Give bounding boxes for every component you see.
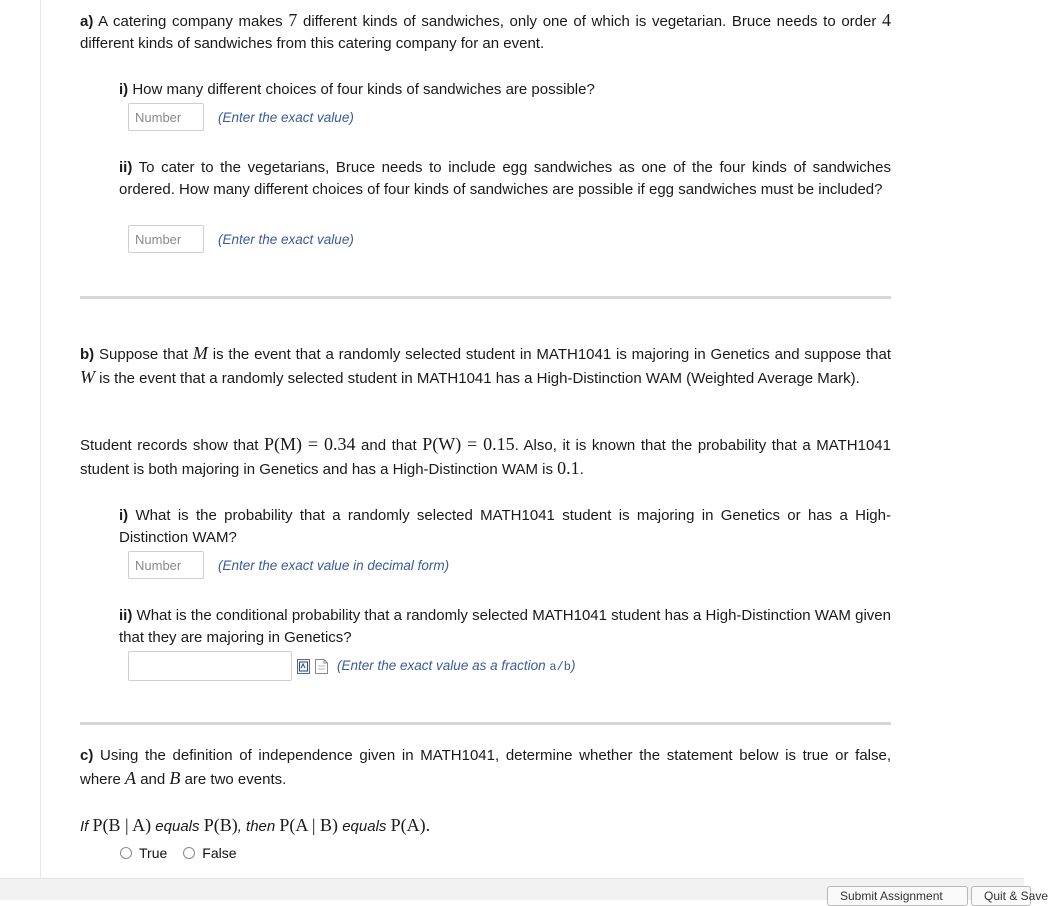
answer-a-ii-input[interactable] bbox=[128, 225, 204, 253]
answer-b-ii-input[interactable] bbox=[128, 651, 292, 681]
quit-save-button[interactable]: Quit & Save bbox=[971, 886, 1031, 906]
part-a-label: a) bbox=[80, 13, 94, 30]
statement-text: , then bbox=[237, 818, 280, 835]
equation-editor-icon[interactable] bbox=[297, 659, 310, 674]
part-b-text: Suppose that bbox=[94, 346, 193, 363]
prob-m: P(M) = 0.34 bbox=[264, 434, 356, 454]
var-b: B bbox=[169, 768, 181, 788]
prob-w: P(W) = 0.15 bbox=[422, 434, 515, 454]
part-a-question-i bbox=[119, 79, 891, 101]
part-a-text: A catering company makes bbox=[93, 13, 289, 30]
radio-true[interactable] bbox=[120, 847, 132, 859]
part-a-text: different kinds of sandwiches from this catering company for an event. bbox=[80, 35, 545, 52]
answer-row-b-ii bbox=[128, 651, 575, 681]
part-b-records bbox=[80, 433, 891, 481]
answer-row-b-i bbox=[128, 550, 449, 580]
left-border bbox=[40, 0, 41, 878]
part-a-text: different kinds of sandwiches, only one of which is vegetarian. Bruce needs to order bbox=[297, 13, 882, 30]
statement-math: P(A | B) bbox=[279, 815, 339, 835]
hint-format: a/b bbox=[549, 660, 571, 674]
radio-false[interactable] bbox=[183, 847, 195, 859]
question-text: To cater to the vegetarians, Bruce needs to include egg sandwiches as one of the four kinds of sandwiches ordered. How many different choices of four kinds of sandwiches are possible if egg sandwiches must be included? bbox=[119, 159, 891, 198]
statement-text: equals bbox=[338, 818, 391, 835]
part-c-text: are two events. bbox=[180, 771, 287, 788]
part-c-stem bbox=[80, 745, 891, 791]
question-text: What is the conditional probability that a randomly selected MATH1041 student has a High-Distinction WAM given that they are majoring in Genetics? bbox=[119, 607, 891, 646]
part-a-stem bbox=[80, 9, 891, 55]
statement-math: P(A). bbox=[390, 815, 431, 835]
section-divider bbox=[80, 722, 891, 725]
records-text: Student records show that bbox=[80, 437, 265, 454]
answer-hint: (Enter the exact value in decimal form) bbox=[218, 557, 450, 573]
num-kinds: 7 bbox=[288, 10, 298, 30]
part-c-text: Using the definition of independence given in MATH1041, determine whether the statement below is true or false, where bbox=[80, 747, 891, 788]
section-divider bbox=[80, 296, 891, 299]
records-text: and that bbox=[355, 437, 423, 454]
question-label: ii) bbox=[119, 159, 133, 176]
answer-hint bbox=[337, 658, 575, 674]
part-b-question-i bbox=[119, 505, 891, 549]
part-c-label: c) bbox=[80, 747, 94, 764]
part-b-stem bbox=[80, 342, 891, 390]
answer-row-a-ii bbox=[128, 224, 354, 254]
option-label: False bbox=[202, 845, 237, 861]
part-b-text: is the event that a randomly selected student in MATH1041 has a High-Distinction WAM (Weighted Average Mark). bbox=[95, 370, 860, 387]
option-label: True bbox=[139, 845, 168, 861]
part-b-text: is the event that a randomly selected student in MATH1041 is majoring in Genetics and suppose that bbox=[207, 346, 892, 363]
part-c-text: and bbox=[136, 771, 170, 788]
statement-math: P(B) bbox=[203, 815, 238, 835]
records-text: . bbox=[579, 461, 584, 478]
preview-icon[interactable] bbox=[315, 659, 328, 674]
question-text: What is the probability that a randomly selected MATH1041 student is majoring in Genetics or has a High-Distinction WAM? bbox=[119, 507, 891, 546]
hint-text: ) bbox=[570, 658, 576, 673]
prob-both: 0.1 bbox=[557, 458, 580, 478]
statement-text: equals bbox=[151, 818, 204, 835]
answer-a-i-input[interactable] bbox=[128, 103, 204, 131]
answer-b-i-input[interactable] bbox=[128, 551, 204, 579]
var-a: A bbox=[125, 768, 137, 788]
statement-math: P(B | A) bbox=[92, 815, 152, 835]
answer-row-a-i bbox=[128, 102, 354, 132]
question-label: ii) bbox=[119, 607, 133, 624]
footer-bar bbox=[0, 878, 1048, 903]
answer-hint: (Enter the exact value) bbox=[218, 109, 354, 125]
submit-assignment-button[interactable]: Submit Assignment bbox=[827, 886, 968, 906]
option-true[interactable] bbox=[120, 845, 167, 861]
records-text: . Also, it is known that the probability that a MATH1041 student is both majoring in Genetics and has a High-Distinction WAM is bbox=[80, 437, 891, 478]
answer-hint: (Enter the exact value) bbox=[218, 231, 354, 247]
statement-text: If bbox=[80, 818, 93, 835]
hint-text: (Enter the exact value as a fraction bbox=[337, 658, 550, 673]
independence-statement bbox=[80, 814, 891, 838]
var-w: W bbox=[80, 367, 95, 387]
option-false[interactable] bbox=[183, 845, 236, 861]
part-a-question-ii bbox=[119, 157, 891, 201]
var-m: M bbox=[192, 343, 208, 363]
question-label: i) bbox=[119, 81, 129, 98]
question-label: i) bbox=[119, 507, 129, 524]
part-b-question-ii bbox=[119, 605, 891, 649]
question-text: How many different choices of four kinds of sandwiches are possible? bbox=[128, 81, 595, 98]
true-false-options bbox=[120, 845, 253, 861]
num-order: 4 bbox=[882, 10, 891, 30]
part-b-label: b) bbox=[80, 346, 95, 363]
